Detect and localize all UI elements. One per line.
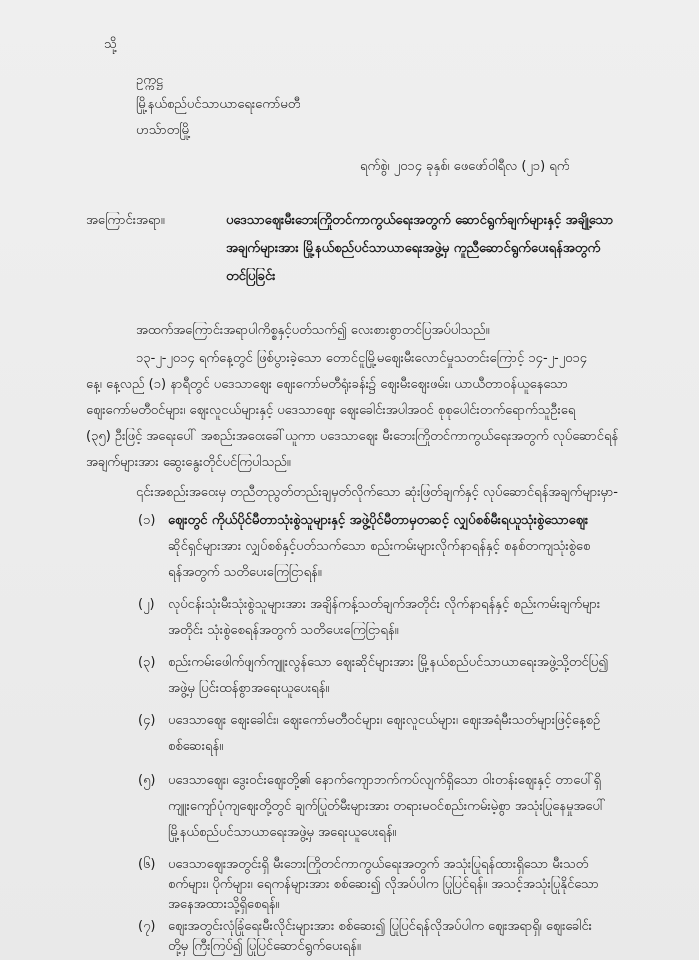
- item-number: (၇): [138, 919, 156, 934]
- para1-line-4: (၃၅) ဦးဖြင့် အရေးပေါ် အစည်းအဝေးခေါ်ယူကာ ပဒေသာဈေး မီးဘေးကြိုတင်ကာကွယ်ရေးအတွက် လုပ်ဆောင်ရန်: [86, 429, 619, 444]
- item-5-line-3: မြို့နယ်စည်ပင်သာယာရေးအဖွဲ့မှ အရေးယူပေးရန်။: [168, 825, 397, 840]
- recipient-committee: မြို့နယ်စည်ပင်သာယာရေးကော်မတီ: [136, 97, 301, 112]
- salutation-to: သို့: [104, 37, 117, 52]
- para1-line-2: နေ့၊ နေ့လည် (၁) နာရီတွင် ပဒေသာဈေး ဈေးကော်မတီရုံးခန်း၌ ဈေးမီးဈေးဖမ်း၊ ယာယီတာဝန်ယူနေသော: [86, 377, 568, 392]
- item-6-line-2: စက်များ၊ ပိုက်များ၊ ရေကန်များအား စစ်ဆေး၍ လိုအပ်ပါက ပြုပြင်ရန်။ အသင့်အသုံးပြုနိုင်သော: [168, 877, 599, 892]
- item-2-line-1: လုပ်ငန်းသုံးမီးသုံးစွဲသူများအား အချိန်ကန့်သတ်ချက်အတိုင်း လိုက်နာရန်နှင့် စည်းကမ်းချက်များ: [168, 597, 601, 612]
- item-number: (၃): [138, 655, 156, 670]
- item-5-line-2: ကျူးကျော်ပုံကျဈေးတို့တွင် ချက်ပြုတ်မီးများအား တရားမဝင်စည်းကမ်းမဲ့စွာ အသုံးပြုနေမှုအပေါ်: [168, 799, 606, 814]
- subject-line-2: အချက်များအား မြို့နယ်စည်ပင်သာယာရေးအဖွဲ့မှ ကူညီဆောင်ရွက်ပေးရန်အတွက်: [226, 241, 601, 256]
- subject-line-3: တင်ပြခြင်း: [226, 269, 276, 284]
- item-3-line-1: စည်းကမ်းဖေါက်ဖျက်ကျူးလွန်သော ဈေးဆိုင်များအား မြို့နယ်စည်ပင်သာယာရေးအဖွဲ့သို့တင်ပြ၍: [168, 655, 609, 670]
- item-3-line-2: အဖွဲ့မှ ပြင်းထန်စွာအရေးယူပေးရန်။: [168, 681, 330, 696]
- subject-line-1: ပဒေသာဈေးမီးဘေးကြိုတင်ကာကွယ်ရေးအတွက် ဆောင်ရွက်ချက်များနှင့် အချို့သော: [226, 213, 614, 228]
- letter-date: ရက်စွဲ၊ ၂၀၁၄ ခုနှစ်၊ ဖေဖော်ဝါရီလ (၂၁) ရက်: [360, 159, 570, 174]
- item-2-line-2: အတိုင်း သုံးစွဲစေရန်အတွက် သတိပေးကြေငြာရန်။: [168, 623, 399, 638]
- item-number: (၄): [138, 713, 156, 728]
- item-4-line-2: စစ်ဆေးရန်။: [168, 739, 224, 754]
- intro-paragraph: အထက်အကြောင်းအရာပါကိစ္စနှင့်ပတ်သက်၍ လေးစားစွာတင်ပြအပ်ပါသည်။: [136, 323, 490, 338]
- item-number: (၁): [138, 513, 156, 528]
- item-1-line-3: ရန်အတွက် သတိပေးကြေငြာရန်။: [168, 565, 322, 580]
- item-6-line-3: အနေအထားသို့ရှိစေရန်။: [168, 897, 280, 912]
- item-7-line-1: ဈေးအတွင်းလုံခြုံရေးမီးလိုင်းများအား စစ်ဆေး၍ ပြုပြင်ရန်လိုအပ်ပါက ဈေးအရာရှိ၊ ဈေးခေါင်း: [168, 919, 592, 934]
- para2-intro: ၎င်းအစည်းအဝေးမှ တညီတညွတ်တည်းချမှတ်လိုက်သော ဆုံးဖြတ်ချက်နှင့် လုပ်ဆောင်ရန်အချက်များမှာ-: [136, 485, 618, 500]
- item-1-line-2: ဆိုင်ရှင်များအား လျှပ်စစ်နှင့်ပတ်သက်သော စည်းကမ်းများလိုက်နာရန်နှင့် စနစ်တကျသုံးစွဲစေ: [168, 539, 591, 554]
- item-number: (၂): [138, 597, 155, 612]
- para1-line-5: အချက်များအား ဆွေးနွေးတိုင်ပင်ကြပါသည်။: [86, 455, 291, 470]
- item-1-line-1: ဈေးတွင် ကိုယ်ပိုင်မီတာသုံးစွဲသူများနှင့် အဖွဲ့ပိုင်မီတာမှတဆင့် လျှပ်စစ်မီးရယူသုံးစွဲသောဈေး: [168, 513, 589, 528]
- item-6-line-1: ပဒေသာဈေးအတွင်းရှိ မီးဘေးကြိုတင်ကာကွယ်ရေးအတွက် အသုံးပြုရန်ထားရှိသော မီးသတ်: [168, 857, 589, 872]
- item-number: (၆): [138, 857, 156, 872]
- item-7-line-2: တို့မှ ကြီးကြပ်၍ ပြုပြင်ဆောင်ရွက်ပေးရန်။: [168, 939, 361, 954]
- subject-label: အကြောင်းအရာ။: [86, 213, 165, 228]
- item-4-line-1: ပဒေသာဈေး ဈေးခေါင်း၊ ဈေးကော်မတီဝင်များ၊ ဈေးလူငယ်များ၊ ဈေးအရံမီးသတ်များဖြင့်နေ့စဉ်: [168, 713, 601, 728]
- recipient-title: ဥက္ကဋ္ဌ: [136, 73, 163, 88]
- para1-line-1: ၁၃-၂-၂၀၁၄ ရက်နေ့တွင် ဖြစ်ပွားခဲ့သော တောင်ငူမြို့မဈေးမီးလောင်မှုသတင်းကြောင့် ၁၄-၂-၂၀၁၄: [136, 351, 588, 366]
- item-5-line-1: ပဒေသာဈေး၊ ဒွေးဝင်းဈေးတို့၏ နောက်ကျောဘက်ကပ်လျက်ရှိသော ဝါးတန်းဈေးနှင့် တာပေါ်ရှိ: [168, 773, 602, 788]
- para1-line-3: ဈေးကော်မတီဝင်များ၊ ဈေးလူငယ်များနှင့် ပဒေသာဈေး ဈေးခေါင်းအပါအဝင် စုစုပေါင်းတက်ရောက်သူဦးရေ: [86, 403, 576, 418]
- recipient-town: ဟသ်ာတမြို့: [136, 123, 191, 138]
- item-number: (၅): [138, 773, 156, 788]
